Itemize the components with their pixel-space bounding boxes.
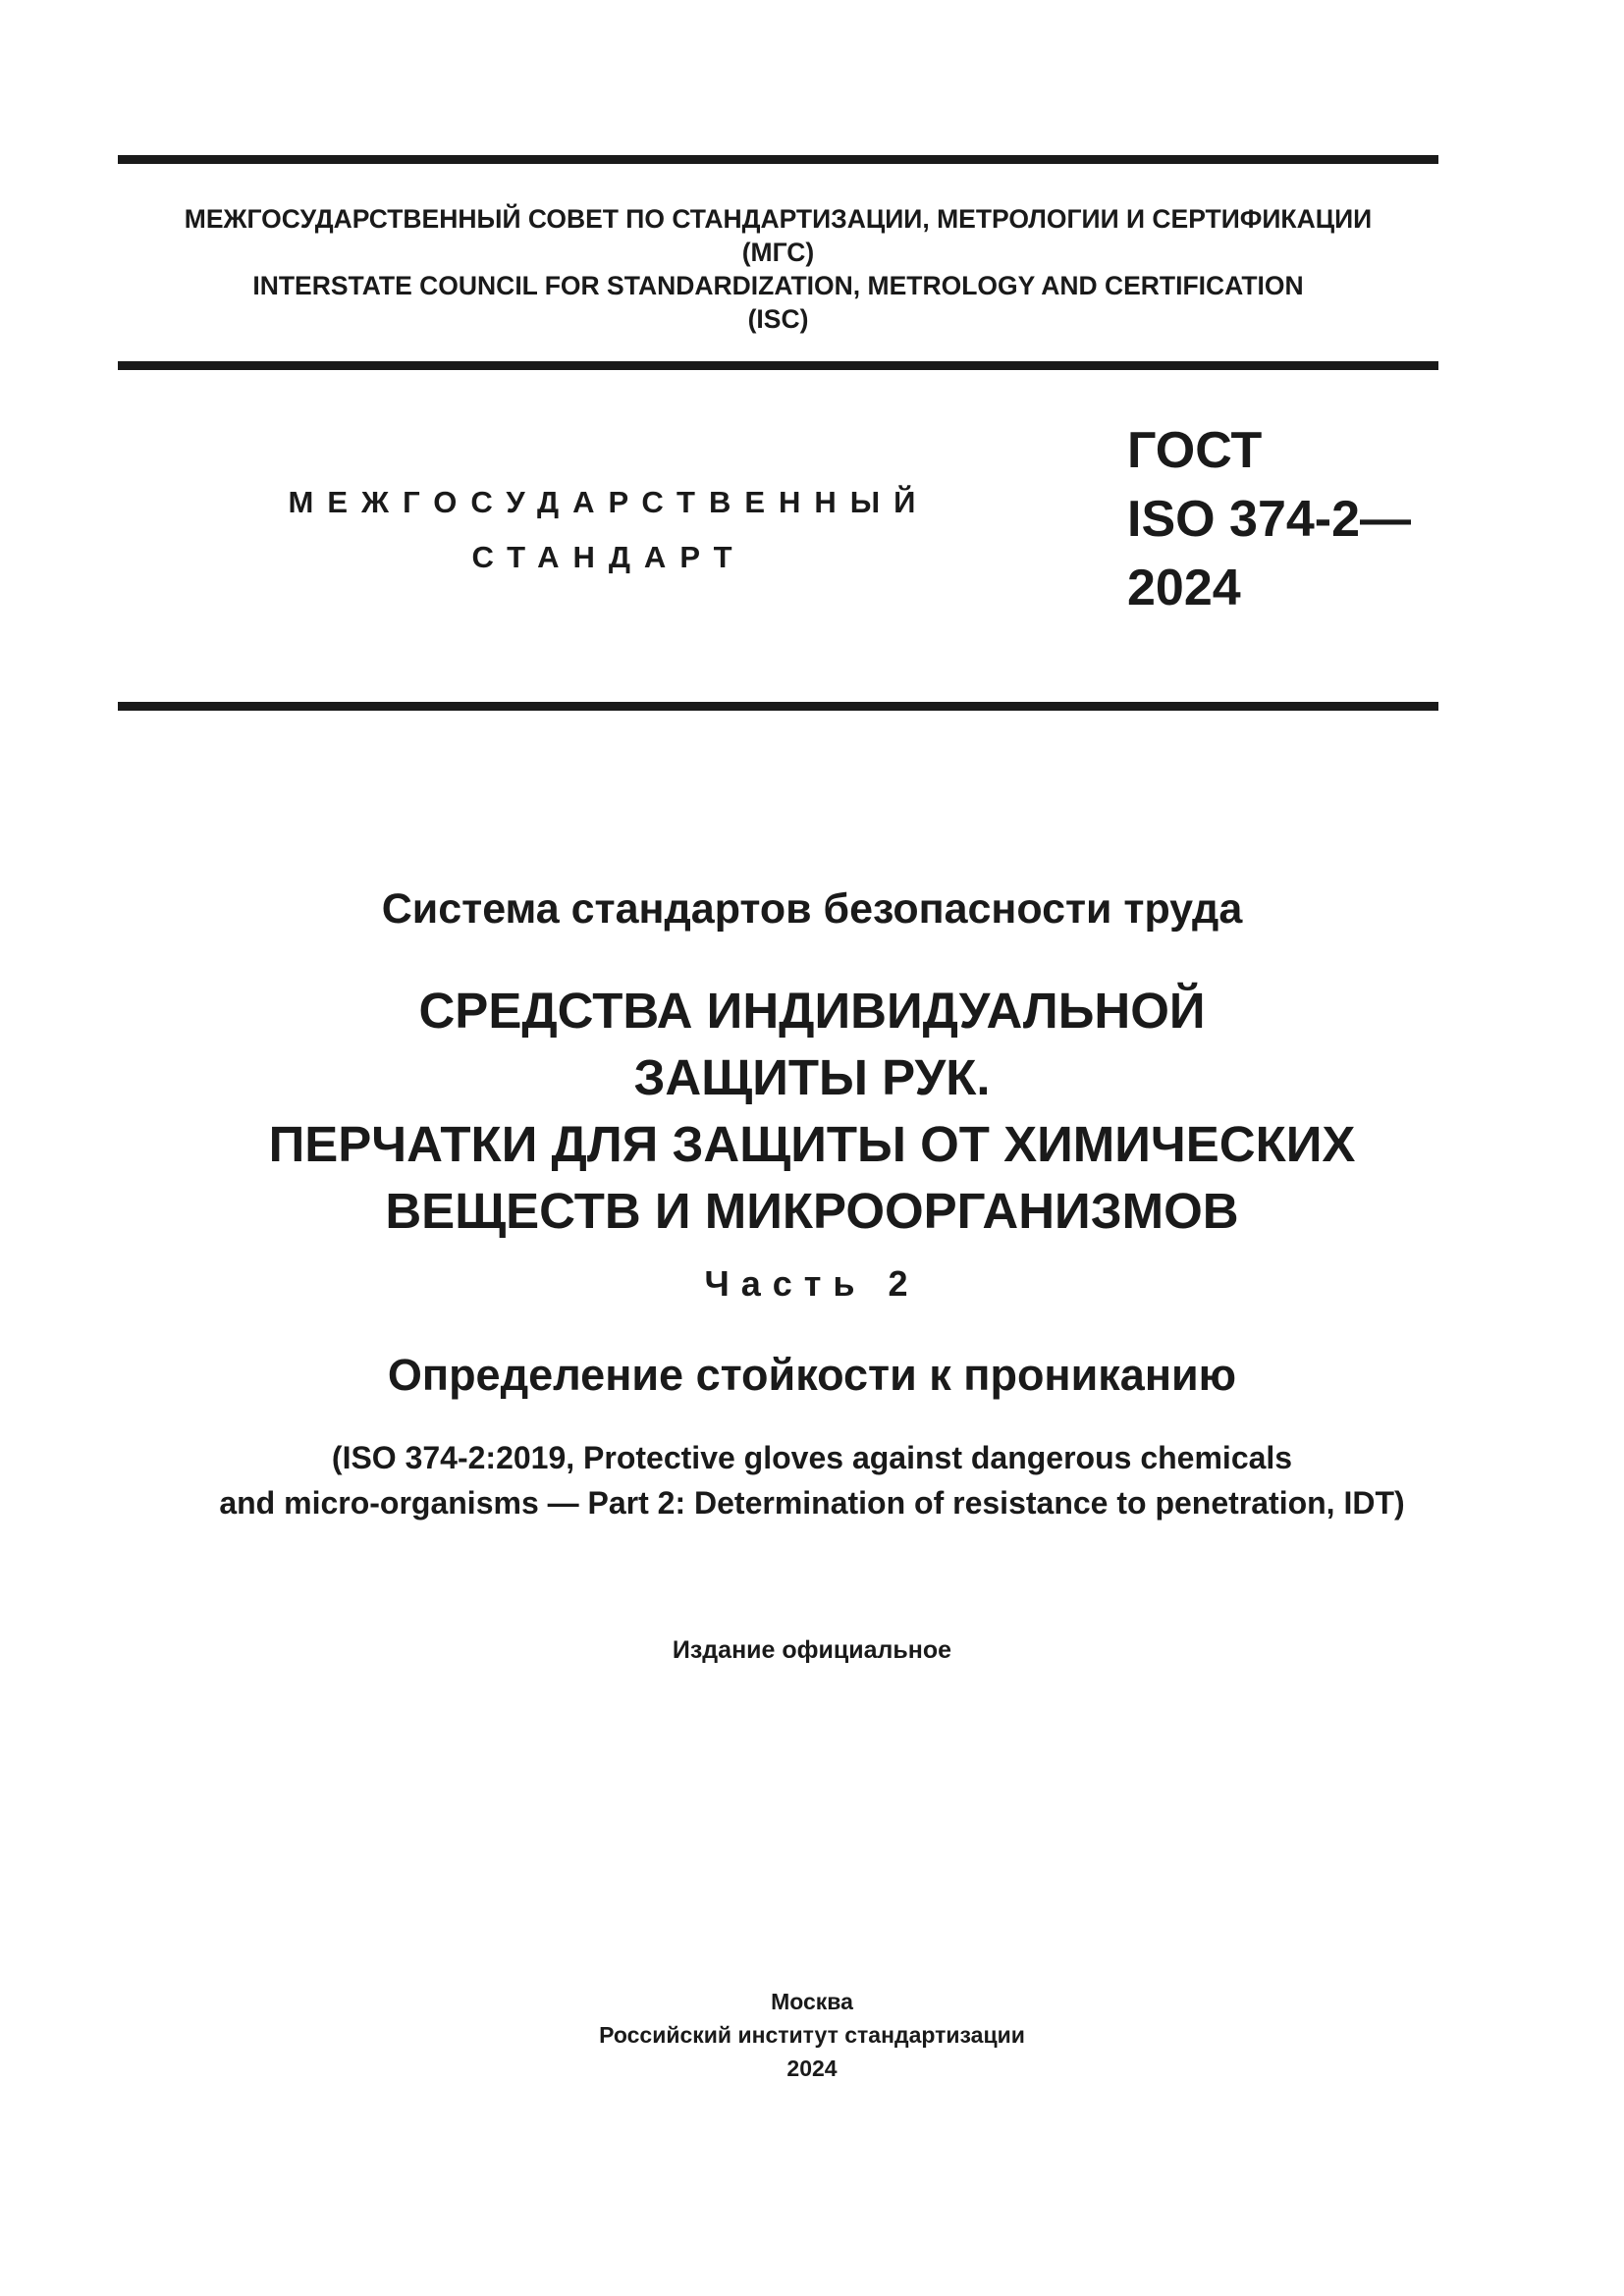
- main-title-line3: ПЕРЧАТКИ ДЛЯ ЗАЩИТЫ ОТ ХИМИЧЕСКИХ: [268, 1116, 1356, 1172]
- designation-line3: 2024: [1127, 560, 1241, 616]
- top-divider: [118, 155, 1438, 164]
- imprint: [0, 1985, 1624, 2085]
- imprint-city: Москва: [771, 1989, 853, 2014]
- council-abbr-en: (ISC): [747, 304, 809, 334]
- imprint-publisher: Российский институт стандартизации: [599, 2022, 1025, 2048]
- council-name-ru: МЕЖГОСУДАРСТВЕННЫЙ СОВЕТ ПО СТАНДАРТИЗАЦИИ, МЕТРОЛОГИИ И СЕРТИФИКАЦИИ: [184, 204, 1373, 234]
- iso-reference: [0, 1435, 1624, 1525]
- standard-designation: [1127, 416, 1411, 622]
- main-title-line2: ЗАЩИТЫ РУК.: [633, 1049, 991, 1105]
- part-label: Часть 2: [704, 1263, 920, 1304]
- main-title-line1: СРЕДСТВА ИНДИВИДУАЛЬНОЙ: [418, 983, 1206, 1039]
- main-title: [0, 978, 1624, 1245]
- title-divider: [118, 702, 1438, 711]
- edition-note: Издание официальное: [672, 1636, 952, 1664]
- header-divider: [118, 361, 1438, 370]
- council-name-en: INTERSTATE COUNCIL FOR STANDARDIZATION, METROLOGY AND CERTIFICATION: [252, 271, 1304, 300]
- council-header: [118, 202, 1438, 336]
- part-subtitle: Определение стойкости к прониканию: [387, 1350, 1237, 1400]
- standard-type: [245, 475, 972, 585]
- standard-type-line1: МЕЖГОСУДАРСТВЕННЫЙ: [288, 485, 930, 519]
- imprint-year: 2024: [786, 2056, 838, 2081]
- council-abbr-ru: (МГС): [741, 238, 815, 267]
- iso-reference-line2: and micro-organisms — Part 2: Determination of resistance to penetration, IDT): [219, 1485, 1405, 1521]
- designation-line2: ISO 374-2—: [1127, 491, 1412, 548]
- designation-line1: ГОСТ: [1127, 422, 1263, 479]
- series-title: Система стандартов безопасности труда: [381, 885, 1243, 933]
- iso-reference-line1: (ISO 374-2:2019, Protective gloves against dangerous chemicals: [331, 1440, 1293, 1475]
- main-title-line4: ВЕЩЕСТВ И МИКРООРГАНИЗМОВ: [385, 1183, 1239, 1239]
- standard-type-line2: СТАНДАРТ: [471, 540, 746, 574]
